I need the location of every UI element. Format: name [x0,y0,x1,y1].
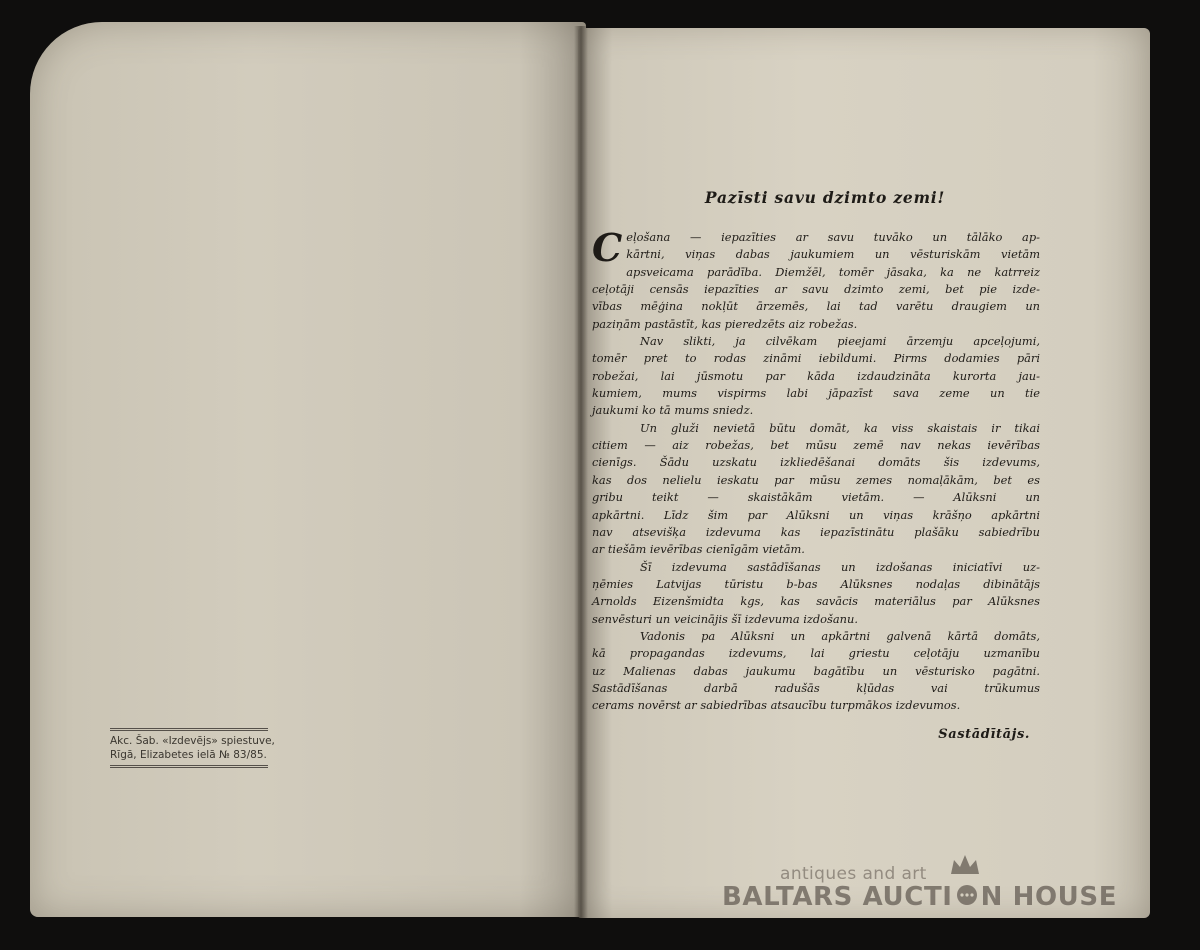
text-line: kas dos nelielu ieskatu par mūsu zemes nomaļākām, bet es [592,472,1040,487]
text-line: gribu teikt — skaistākām vietām. — Alūksni un [592,490,1040,505]
text-line: Arnolds Eizenšmidta kgs, kas savācis materiālus par Alūksnes [592,594,1040,609]
text-line: jaukumi ko tā mums sniedz. [592,403,754,418]
crown-icon [948,852,982,878]
article-body [592,225,1040,715]
text-line: kā propagandas izdevums, lai griestu ceļotāju uzmanību [592,646,1040,661]
text-line: cienīgs. Šādu uzskatu izkliedēšanai domāts šis izdevums, [592,455,1040,470]
book-gutter [574,26,588,918]
signature: Sastādītājs. [938,726,1030,742]
text-line: kumiem, mums vispirms labi jāpazīst sava zeme un tie [592,386,1040,401]
text-line: cerams novērst ar sabiedrības atsaucību turpmākos izdevumos. [592,698,961,713]
text-line: ar tiešām ievērības cienīgām vietām. [592,542,805,557]
text-line: kārtni, viņas dabas jaukumiem un vēsturiskām vietām [626,247,1040,262]
auction-watermark [722,852,1122,922]
text-line: uz Malienas dabas jaukumu bagātību un vēsturisko pagātni. [592,663,1040,678]
text-line: paziņām pastāstīt, kas pieredzēts aiz robežas. [592,316,858,331]
text-line: Šī izdevuma sastādīšanas un izdošanas iniciatīvi uz- [640,559,1040,574]
article-paragraph [592,333,1040,420]
text-line: citiem — aiz robežas, bet mūsu zemē nav nekas ievērības [592,438,1040,453]
article-paragraph [592,225,1040,333]
text-line: Vadonis pa Alūksni un apkārtni galvenā kārtā domāts, [640,628,1040,643]
text-line: Nav slikti, ja cilvēkam pieejami ārzemju apceļojumi, [640,334,1040,349]
printer-imprint [110,728,275,768]
watermark-brand-left: BALTARS AUCTI [722,882,953,912]
article-paragraph [592,559,1040,628]
text-line: Sastādīšanas darbā radušās kļūdas vai trūkumus [592,680,1040,695]
text-line: ņēmies Latvijas tūristu b-bas Alūksnes nodaļas dibinātājs [592,576,1040,591]
text-line: Un gluži nevietā būtu domāt, ka viss skaistais ir tikai [640,420,1040,435]
text-line: senvēsturi un veicinājis šī izdevuma izdošanu. [592,611,858,626]
imprint-line-2: Rīgā, Elizabetes ielā № 83/85. [110,749,267,761]
text-line: apkārtni. Līdz šim par Alūksni un viņas krāšņo apkārtni [592,507,1040,522]
article-title: Pazīsti savu dzimto zemi! [704,188,946,207]
imprint-line-1: Akc. Šab. «Izdevējs» spiestuve, [110,735,275,747]
text-line: ceļotāji censās iepazīties ar savu dzimto zemi, bet pie izde- [592,282,1040,297]
text-line: vības mēģina nokļūt ārzemēs, lai tad varētu draugiem un [592,299,1040,314]
text-line: eļošana — iepazīties ar savu tuvāko un tālāko ap- [626,230,1040,244]
text-line: tomēr pret to rodas zināmi iebildumi. Pirms dodamies pāri [592,351,1040,366]
text-line: apsveicama parādība. Diemžēl, tomēr jāsaka, ka ne katrreiz [626,264,1040,279]
article [592,188,1040,742]
article-paragraph [592,628,1040,715]
watermark-tagline: antiques and art [780,864,927,884]
drop-cap: C [592,225,623,270]
watermark-brand [722,882,1117,912]
text-line: robežai, lai jūsmotu par kāda izdaudzināta kurorta jau- [592,368,1040,383]
left-page [30,22,586,917]
watermark-brand-right: N HOUSE [980,882,1118,912]
text-line: nav atsevišķa izdevuma kas iepazīstinātu plašāku sabiedrību [592,524,1040,539]
circle-o-icon [954,883,980,907]
article-paragraph [592,420,1040,559]
